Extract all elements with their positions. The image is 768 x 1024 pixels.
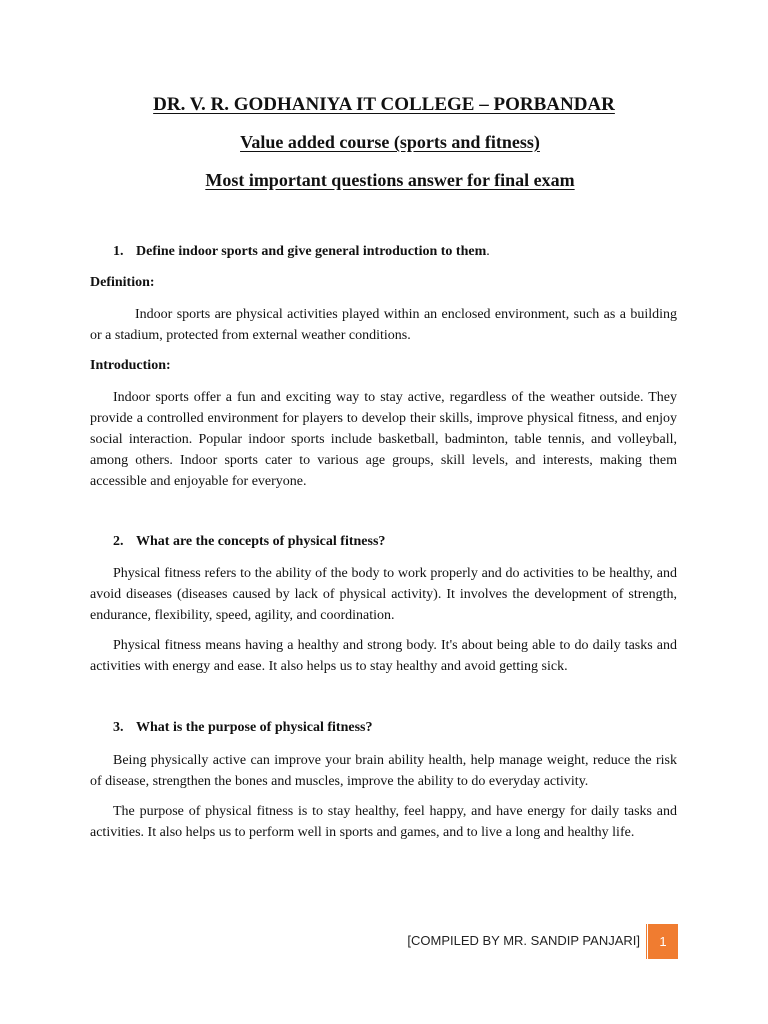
question-1-text: Define indoor sports and give general introduction to them — [136, 244, 487, 259]
fitness-purpose-paragraph-1: Being physically active can improve your brain ability health, help manage weight, reduce the risk of disease, strengthen the bones and muscles, improve the ability to do everyday activity. — [90, 753, 677, 789]
question-3 — [113, 720, 372, 736]
introduction-paragraph: Indoor sports offer a fun and exciting way to stay active, regardless of the weather outside. They provide a controlled environment for players to develop their skills, improve physical fitness, and enjoy social interaction. Popular indoor sports include basketball, badminton, table tennis, and volleyball, among others. Indoor sports cater to various age groups, skill levels, and interests, making them accessible and enjoyable for everyone. — [90, 390, 677, 489]
definition-label: Definition: — [90, 275, 155, 290]
course-title: Value added course (sports and fitness) — [240, 132, 540, 152]
question-2 — [113, 534, 385, 550]
page-number-badge — [648, 924, 678, 959]
footer-divider — [646, 924, 647, 959]
fitness-concepts-paragraph-2: Physical fitness means having a healthy and strong body. It's about being able to do daily tasks and activities with energy and ease. It also helps us to stay healthy and avoid getting sick. — [90, 638, 677, 674]
page-number: 1 — [659, 934, 667, 949]
fitness-purpose-paragraph-2: The purpose of physical fitness is to stay healthy, feel happy, and have energy for daily tasks and activities. It also helps us to perform well in sports and games, and to live a long and healthy life. — [90, 804, 677, 840]
introduction-label: Introduction: — [90, 358, 171, 373]
exam-subtitle: Most important questions answer for final exam — [205, 170, 575, 190]
question-2-number: 2. — [113, 534, 124, 549]
question-3-number: 3. — [113, 720, 124, 735]
question-1 — [113, 244, 490, 260]
question-1-number: 1. — [113, 244, 124, 259]
question-3-text: What is the purpose of physical fitness? — [136, 720, 373, 735]
college-title: DR. V. R. GODHANIYA IT COLLEGE – PORBANDAR — [153, 94, 615, 115]
fitness-concepts-paragraph-1: Physical fitness refers to the ability of the body to work properly and do activities to be healthy, and avoid diseases (diseases caused by lack of physical activity). It involves the development of strength, endurance, flexibility, speed, agility, and coordination. — [90, 566, 677, 623]
question-1-suffix: . — [486, 244, 490, 259]
definition-paragraph: Indoor sports are physical activities played within an enclosed environment, such as a building or a stadium, protected from external weather conditions. — [90, 307, 677, 343]
footer-compiled-by: [COMPILED BY MR. SANDIP PANJARI] — [407, 933, 640, 948]
question-2-text: What are the concepts of physical fitness? — [136, 534, 386, 549]
